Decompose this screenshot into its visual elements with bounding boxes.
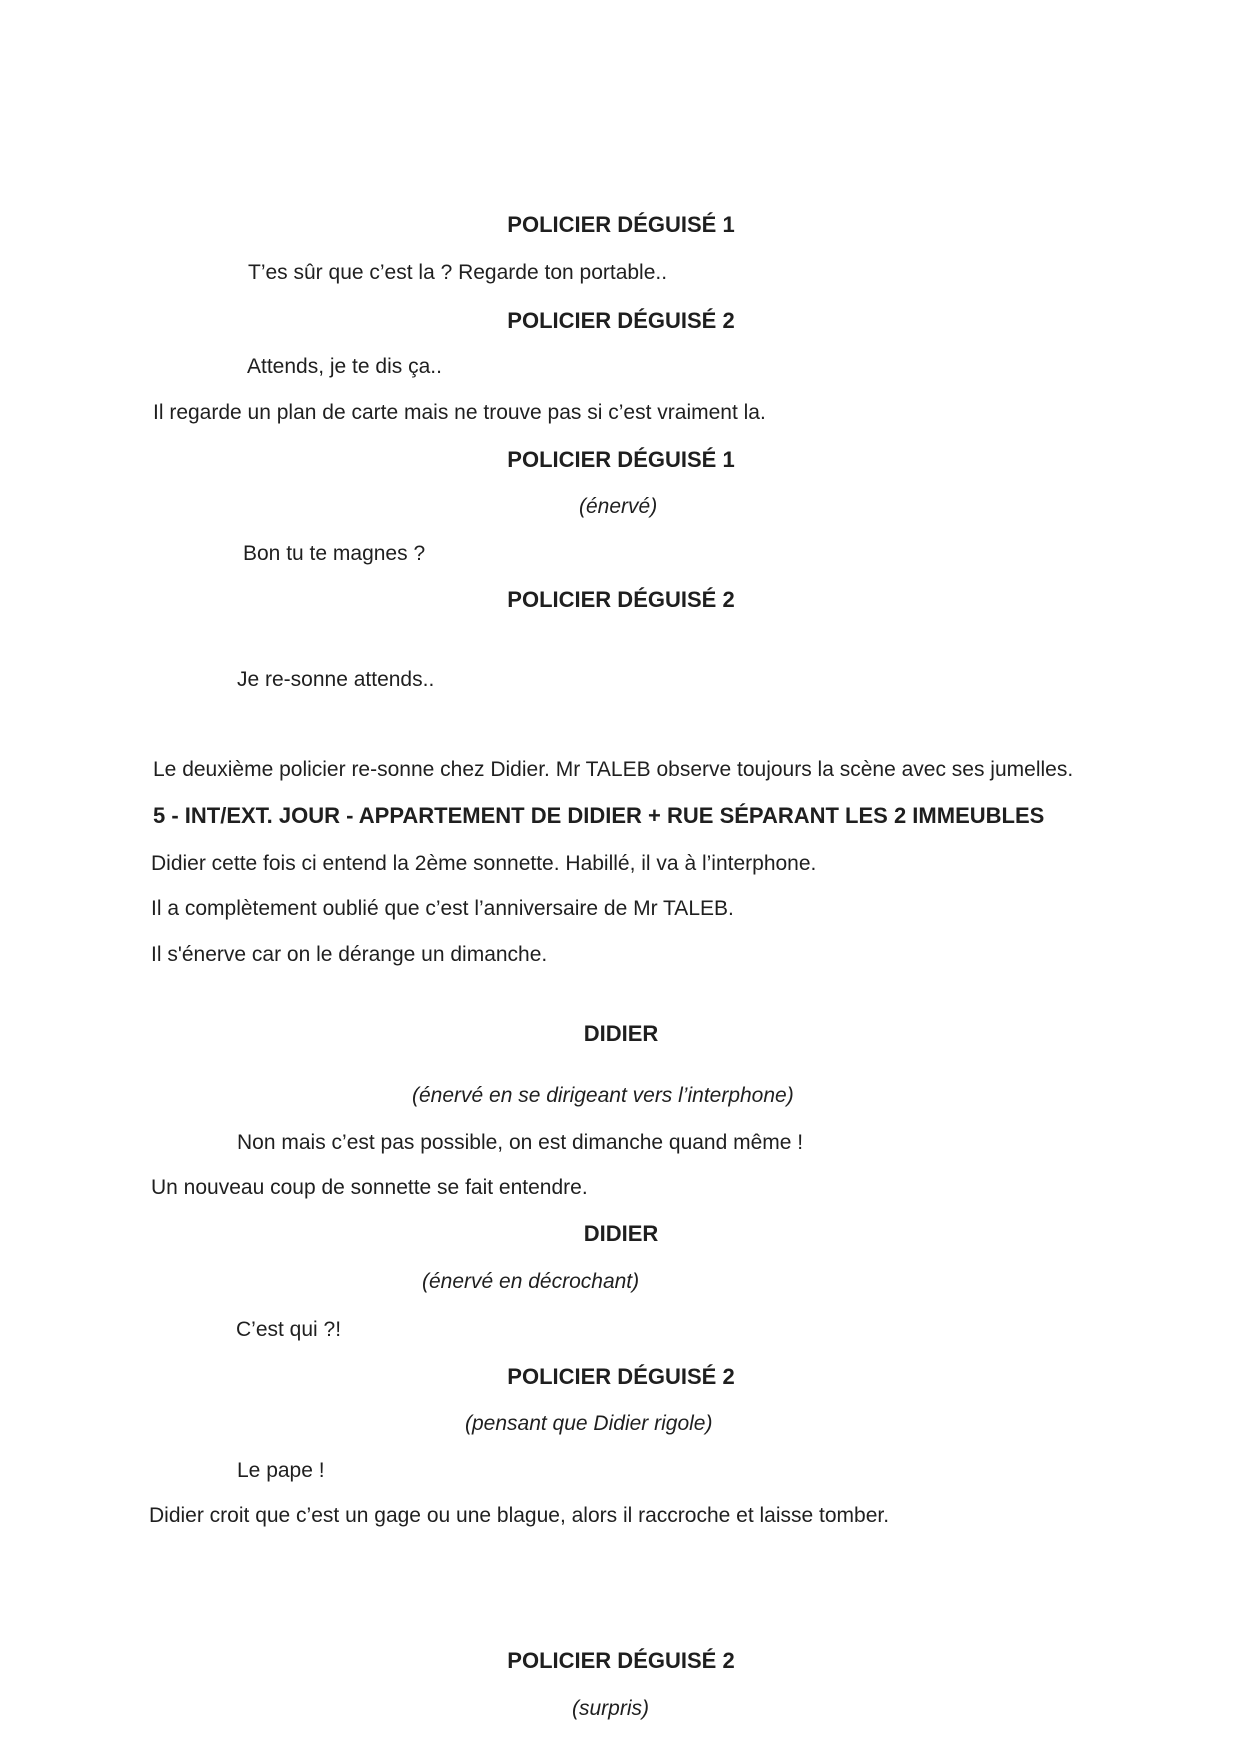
action-line: Un nouveau coup de sonnette se fait entendre. (151, 1176, 588, 1199)
dialogue-line: Bon tu te magnes ? (243, 542, 426, 565)
parenthetical: (pensant que Didier rigole) (465, 1412, 713, 1435)
character-name: DIDIER (583, 1221, 659, 1246)
scene-heading: 5 - INT/EXT. JOUR - APPARTEMENT DE DIDIER + RUE SÉPARANT LES 2 IMMEUBLES (153, 803, 1045, 828)
character-name: POLICIER DÉGUISÉ 1 (507, 447, 735, 472)
dialogue-line: Non mais c’est pas possible, on est dimanche quand même ! (237, 1131, 804, 1154)
parenthetical: (surpris) (572, 1697, 649, 1720)
character-name: POLICIER DÉGUISÉ 2 (507, 308, 735, 333)
character-name: POLICIER DÉGUISÉ 1 (507, 212, 735, 237)
dialogue-line: Le pape ! (237, 1459, 325, 1482)
dialogue-line: Je re-sonne attends.. (237, 668, 435, 691)
action-line: Le deuxième policier re-sonne chez Didier. Mr TALEB observe toujours la scène avec ses jumelles. (153, 758, 1074, 781)
dialogue-line: Attends, je te dis ça.. (247, 355, 442, 378)
character-name: POLICIER DÉGUISÉ 2 (507, 1648, 735, 1673)
parenthetical: (énervé) (579, 495, 658, 518)
parenthetical: (énervé en décrochant) (422, 1270, 640, 1293)
character-name: POLICIER DÉGUISÉ 2 (507, 587, 735, 612)
action-line: Didier croit que c’est un gage ou une blague, alors il raccroche et laisse tomber. (149, 1504, 890, 1527)
character-name: POLICIER DÉGUISÉ 2 (507, 1364, 735, 1389)
action-line: Il regarde un plan de carte mais ne trouve pas si c’est vraiment la. (153, 401, 766, 424)
action-line: Didier cette fois ci entend la 2ème sonnette. Habillé, il va à l’interphone. (151, 852, 817, 875)
action-line: Il a complètement oublié que c’est l’anniversaire de Mr TALEB. (151, 897, 734, 920)
parenthetical: (énervé en se dirigeant vers l’interphone) (412, 1084, 794, 1107)
dialogue-line: C’est qui ?! (236, 1318, 342, 1341)
character-name: DIDIER (583, 1021, 659, 1046)
dialogue-line: T’es sûr que c’est la ? Regarde ton portable.. (248, 261, 668, 284)
action-line: Il s'énerve car on le dérange un dimanche. (151, 943, 548, 966)
